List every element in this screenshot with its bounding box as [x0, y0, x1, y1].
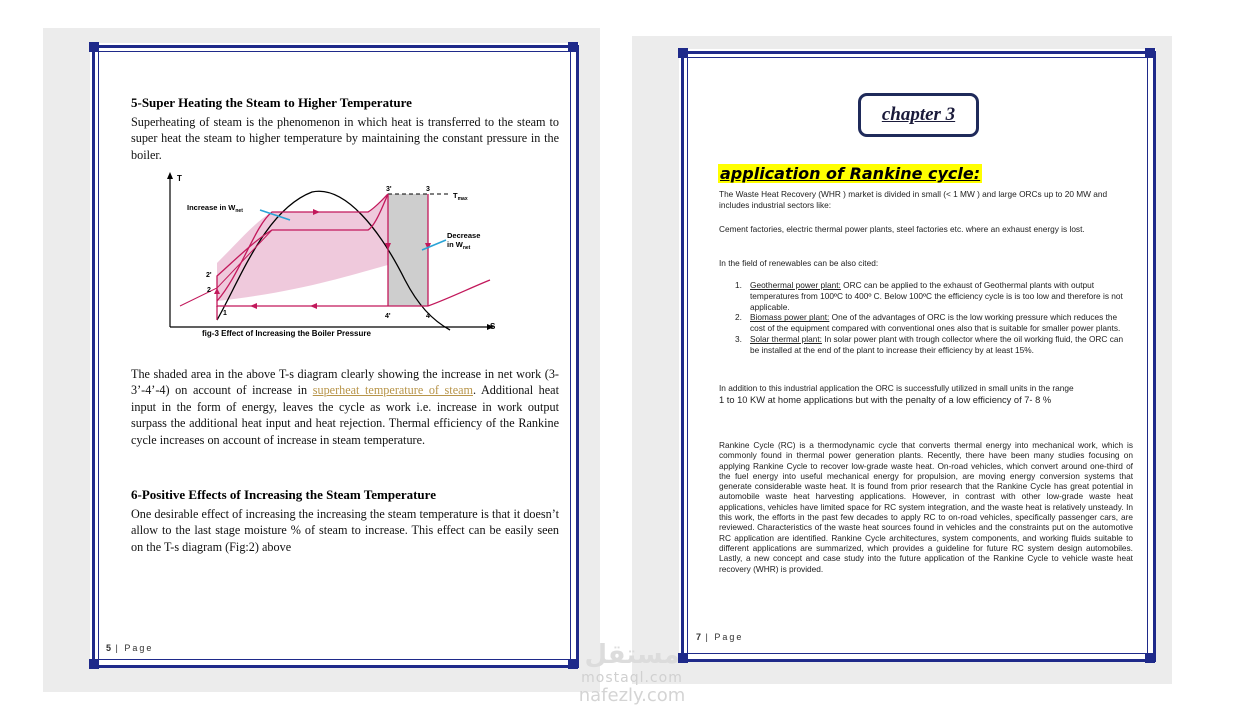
right-corner-tr	[1145, 48, 1155, 58]
chapter-box: chapter 3	[858, 93, 979, 137]
list-item-title: Solar thermal plant:	[750, 333, 822, 344]
rankine-cycle-paragraph: Rankine Cycle (RC) is a thermodynamic cycle that converts thermal energy into mechanical work, which is commonly found in thermal power generation plants. Recently, there have been many studies focusing on applying Rankine Cycle to recover low-grade waste heat. On-road vehicles, which convert around one-third of the fuel energy into useful mechanical energy for propulsion, are moving energy conversion systems that generate considerable waste heat. It is found from prior research that the Rankine Cycle has great potential in automobile waste heat harvesting applications. However, in contrast with other low-grade waste heat applications, vehicles have limited space for RC system integration, and the waste heat is relatively unsteady. In this work, the efforts in the past few decades to apply RC to on-road vehicles, specifically passenger cars, are reviewed. Characteristics of the waste heat sources found in vehicles and the constraints put on the automotive RC application are identified. Rankine Cycle architectures, system components, and working fluids suitable to different applications are summarized, which provides a guideline for future RC system design automobiles. Lastly, a new concept and case study into the future application of the Rankine Cycle to vehicle waste heat recovery (WHR) is provided.	[719, 440, 1133, 574]
point-1: 1	[223, 310, 227, 317]
t-axis-arrow	[167, 172, 173, 179]
shaded-area-text-1: The shaded area in the above T-s diagram clearly showing the increase in net work (3-3’-4’-4) on account of increase in	[131, 367, 559, 398]
section5-heading: 5-Super Heating the Steam to Higher Temperature	[131, 95, 412, 110]
renewables-list	[735, 280, 1133, 356]
section6-text: One desirable effect of increasing the increasing the steam temperature is that it doesn’t allow to the last stage moisture % of steam to increase. This effect can be easily seen on the T-s diagram (Fig:2) above	[131, 507, 559, 554]
list-item-solar	[735, 334, 1133, 356]
point-2: 2	[207, 287, 211, 294]
right-corner-tl	[678, 48, 688, 58]
label-decrease-2: in $W_{net}$	[447, 240, 471, 251]
point-2-prime: 2'	[206, 272, 212, 279]
arrow-condenser	[310, 303, 317, 309]
section6-heading: 6-Positive Effects of Increasing the Steam Temperature	[131, 487, 436, 502]
label-decrease-1: Decrease	[447, 231, 481, 240]
diagram-caption: fig-3 Effect of Increasing the Boiler Pressure	[202, 329, 371, 338]
list-item-biomass	[735, 312, 1133, 334]
t-axis-label: T	[177, 174, 182, 183]
list-item-text: In solar power plant with trough collector where the oil working fluid, the ORC can be installed at the end of the plant to increase their efficiency by at least 15%.	[750, 333, 1124, 355]
left-corner-tl	[89, 42, 99, 52]
arrow-condenser-2	[250, 303, 257, 309]
point-4-prime: 4'	[385, 313, 391, 320]
watermark-mostaql: mostaql.com	[581, 670, 683, 686]
list-item-title: Geothermal power plant:	[750, 280, 841, 290]
point-3: 3	[426, 186, 430, 193]
list-item-text: ORC can be applied to the exhaust of Geothermal plants with output temperatures from 100ºC to 400º C. Below 100ºC the efficiency cycle is is too low and therefore is not applicable.	[750, 280, 1123, 312]
watermark-nafezly: nafezly.com	[578, 685, 686, 706]
label-tmax: $T_{max}$	[453, 191, 468, 202]
isobar-tail	[428, 280, 490, 306]
renewables-paragraph: In the field of renewables can be also cited:	[719, 258, 879, 268]
list-number: 2.	[735, 312, 742, 323]
right-page-label: | Page	[705, 632, 744, 642]
point-4: 4	[426, 313, 430, 320]
shaded-area-paragraph	[131, 366, 559, 448]
left-corner-tr	[568, 42, 578, 52]
orc-small-units-paragraph-a: In addition to this industrial application the ORC is successfully utilized in small units in the range	[719, 383, 1074, 393]
watermark	[552, 640, 712, 720]
list-item-title: Biomass power plant:	[750, 312, 830, 323]
watermark-arabic: مستقل	[584, 640, 680, 670]
rankine-applications-heading: application of Rankine cycle:	[720, 164, 981, 183]
whr-market-paragraph: The Waste Heat Recovery (WHR ) market is divided in small (< 1 MW ) and large ORCs up to 20 MW and includes industrial sectors like:	[719, 189, 1108, 210]
s-axis-label: S	[490, 322, 496, 331]
list-item-text: One of the advantages of ORC is the low working pressure which reduces the cost of the equipment compared with conventional ones also that is suitable for smaller power plants.	[750, 312, 1121, 334]
ts-diagram	[160, 170, 505, 340]
left-corner-bl	[89, 659, 99, 669]
left-page-number: 5	[106, 643, 112, 653]
list-item-geothermal	[735, 280, 1133, 312]
point-3-prime: 3'	[386, 186, 392, 193]
list-number: 1.	[735, 280, 742, 290]
left-page-label: | Page	[115, 643, 154, 653]
right-corner-br	[1145, 653, 1155, 663]
superheat-link[interactable]: superheat temperature of steam	[312, 383, 473, 398]
section5-text: Superheating of steam is the phenomenon in which heat is transferred to the steam to super heat the steam to higher temperature by maintaining the constant pressure in the boiler.	[131, 115, 559, 162]
industrial-sectors-paragraph: Cement factories, electric thermal power plants, steel factories etc. where an exhaust energy is lost.	[719, 224, 1085, 234]
shaded-area-text-2: . Additional heat input in the form of energy, leaves the cycle as work i.e. increase in work output surpass the additional heat input and heat rejection. Thermal efficiency of the Rankine cycle increases on account of increase in steam temperature.	[131, 383, 559, 447]
right-page-number: 7	[696, 632, 702, 642]
label-increase: Increase in $W_{net}$	[187, 203, 243, 214]
list-number: 3.	[735, 333, 742, 344]
orc-small-units-paragraph-b: 1 to 10 KW at home applications but with the penalty of a low efficiency of 7- 8 %	[719, 395, 1052, 405]
left-page-footer	[106, 643, 153, 653]
